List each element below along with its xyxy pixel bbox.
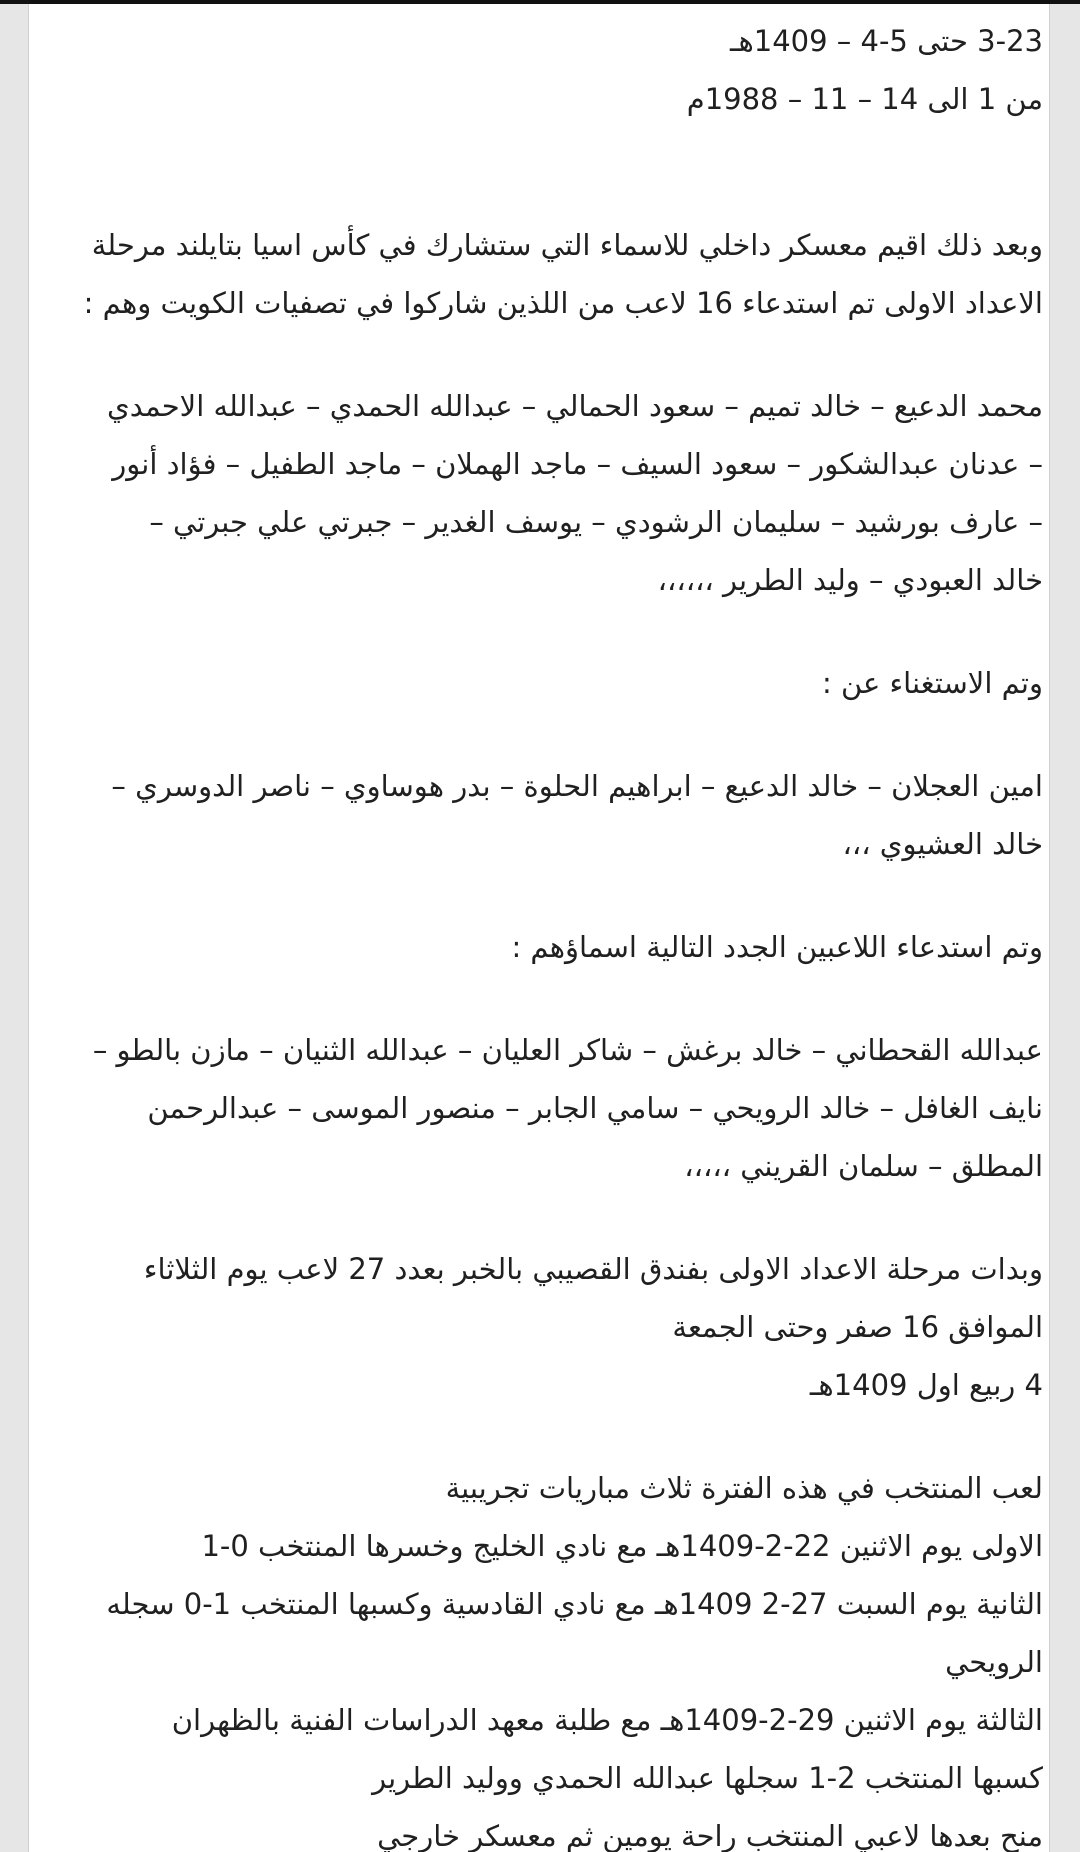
text-line: امين العجلان – خالد الدعيع – ابراهيم الحلوة – بدر هوساوي – ناصر الدوسري – xyxy=(111,769,1043,803)
text-line: وتم استدعاء اللاعبين الجدد التالية اسماؤهم : xyxy=(511,930,1043,964)
text-line: وتم الاستغناء عن : xyxy=(821,666,1043,700)
article-text xyxy=(43,12,1043,1852)
text-line: الثالثة يوم الاثنين 29-2-1409هـ مع طلبة معهد الدراسات الفنية بالظهران xyxy=(171,1703,1043,1737)
text-line: 3-23 حتى 5-4 – 1409هـ xyxy=(729,24,1043,58)
text-line: من 1 الى 14 – 11 – 1988م xyxy=(686,82,1043,116)
text-line: كسبها المنتخب 2-1 سجلها عبدالله الحمدي ووليد الطرير xyxy=(372,1761,1043,1795)
text-line: – عارف بورشيد – سليمان الرشودي – يوسف الغدير – جبرتي علي جبرتي – xyxy=(149,505,1043,539)
text-line: الاولى يوم الاثنين 22-2-1409هـ مع نادي الخليج وخسرها المنتخب 0-1 xyxy=(201,1529,1043,1563)
text-line: خالد العبودي – وليد الطرير ،،،،،، xyxy=(657,563,1043,597)
document-page xyxy=(28,4,1050,1852)
text-line: الموافق 16 صفر وحتى الجمعة xyxy=(672,1310,1043,1344)
text-line: خالد العشيوي ،،، xyxy=(842,827,1043,861)
text-line: الرويحي xyxy=(945,1645,1043,1679)
text-line: الاعداد الاولى تم استدعاء 16 لاعب من اللذين شاركوا في تصفيات الكويت وهم : xyxy=(83,286,1043,320)
text-line: منح بعدها لاعبي المنتخب راحة يومين ثم معسكر خارجي xyxy=(377,1819,1043,1852)
text-line: لعب المنتخب في هذه الفترة ثلاث مباريات تجريبية xyxy=(445,1471,1043,1505)
text-line: وبدات مرحلة الاعداد الاولى بفندق القصيبي بالخبر بعدد 27 لاعب يوم الثلاثاء xyxy=(143,1252,1043,1286)
text-line: وبعد ذلك اقيم معسكر داخلي للاسماء التي ستشارك في كأس اسيا بتايلند مرحلة xyxy=(91,228,1043,262)
text-line: المطلق – سلمان القريني ،،،،، xyxy=(684,1149,1043,1183)
text-line: عبدالله القحطاني – خالد برغش – شاكر العليان – عبدالله الثنيان – مازن بالطو – xyxy=(92,1033,1043,1067)
text-line: – عدنان عبدالشكور – سعود السيف – ماجد الهملان – ماجد الطفيل – فؤاد أنور xyxy=(112,447,1043,481)
text-line: نايف الغافل – خالد الرويحي – سامي الجابر – منصور الموسى – عبدالرحمن xyxy=(147,1091,1043,1125)
text-line: 4 ربيع اول 1409هـ xyxy=(809,1368,1043,1402)
text-line: الثانية يوم السبت 27-2 1409هـ مع نادي القادسية وكسبها المنتخب 1-0 سجله xyxy=(106,1587,1043,1621)
text-line: محمد الدعيع – خالد تميم – سعود الحمالي – عبدالله الحمدي – عبدالله الاحمدي xyxy=(107,389,1043,423)
